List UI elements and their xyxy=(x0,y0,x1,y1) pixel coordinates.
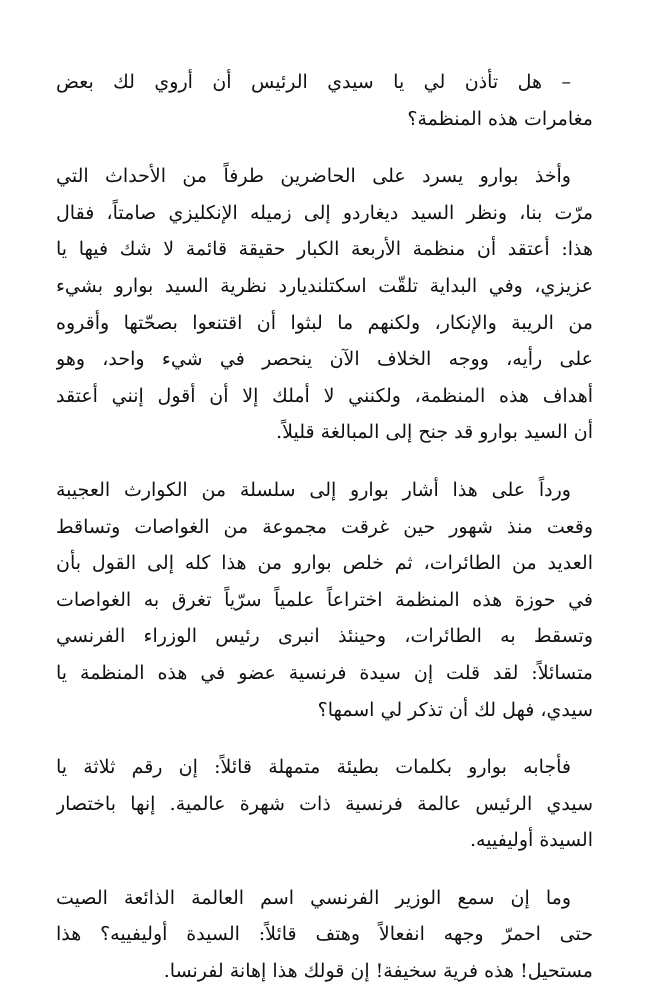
text-line: مرّت بنا، ونظر السيد ديغاردو إلى زميله الإنكليزي صامتاً، فقال xyxy=(56,201,593,224)
paragraph-1 xyxy=(56,64,593,137)
text-line: العديد من الطائرات، ثم خلص بوارو من هذا كله إلى القول بأن xyxy=(56,552,593,575)
paragraph-3 xyxy=(56,472,593,728)
text-line: على رأيه، ووجه الخلاف الآن ينحصر في شيء واحد، وهو xyxy=(56,348,593,371)
text-line: فأجابه بوارو بكلمات بطيئة متمهلة قائلاً: إن رقم ثلاثة يا xyxy=(56,756,571,779)
text-line: أن السيد بوارو قد جنح إلى المبالغة قليلاً. xyxy=(276,421,593,444)
text-line: سيدي، فهل لك أن تذكر لي اسمها؟ xyxy=(317,698,593,721)
text-line: السيدة أوليفييه. xyxy=(470,829,593,852)
text-line: أهداف هذه المنظمة، ولكنني لا أملك إلا أن أقول إنني أعتقد xyxy=(56,384,593,407)
paragraph-5 xyxy=(56,880,593,990)
text-line: وقعت منذ شهور حين غرقت مجموعة من الغواصات وتساقط xyxy=(56,515,593,538)
text-line: حتى احمرّ وجهه انفعالاً وهتف قائلاً: السيدة أوليفييه؟ هذا xyxy=(56,923,593,946)
paragraph-2 xyxy=(56,158,593,451)
text-line: ورداً على هذا أشار بوارو إلى سلسلة من الكوارث العجيبة xyxy=(56,478,571,501)
text-line: وما إن سمع الوزير الفرنسي اسم العالمة الذائعة الصيت xyxy=(56,886,571,909)
text-line: مستحيل! هذه فرية سخيفة! إن قولك هذا إهانة لفرنسا. xyxy=(163,960,593,983)
text-line: مغامرات هذه المنظمة؟ xyxy=(407,107,593,130)
text-line: متسائلاً: لقد قلت إن سيدة فرنسية عضو في هذه المنظمة يا xyxy=(56,661,593,684)
text-line: عزيزي، وفي البداية تلقّت اسكتلنديارد نظرية السيد بوارو بشيء xyxy=(56,274,593,297)
text-line: سيدي الرئيس عالمة فرنسية ذات شهرة عالمية. إنها باختصار xyxy=(56,792,593,815)
text-line: – هل تأذن لي يا سيدي الرئيس أن أروي لك بعض xyxy=(56,71,571,93)
text-line: وتسقط به الطائرات، وحينئذ انبرى رئيس الوزراء الفرنسي xyxy=(56,625,593,648)
paragraph-4 xyxy=(56,749,593,859)
text-line: هذا: أعتقد أن منظمة الأربعة الكبار حقيقة قائمة لا شك فيها يا xyxy=(56,238,593,261)
text-line: من الريبة والإنكار، ولكنهم ما لبثوا أن اقتنعوا بصحّتها وأقروه xyxy=(56,311,593,334)
text-line: في حوزة هذه المنظمة اختراعاً علمياً سرّياً تغرق به الغواصات xyxy=(56,588,593,611)
text-line: وأخذ بوارو يسرد على الحاضرين طرفاً من الأحداث التي xyxy=(56,165,571,188)
